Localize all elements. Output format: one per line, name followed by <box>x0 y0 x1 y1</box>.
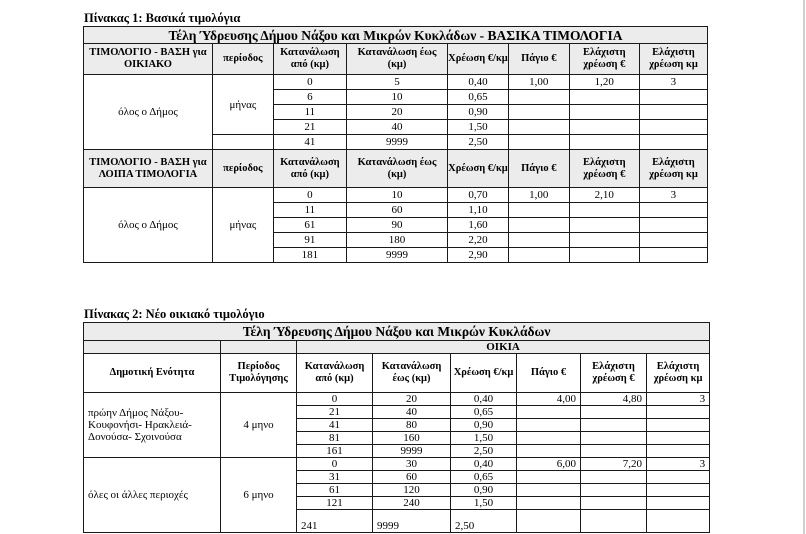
from-cell: 11 <box>273 105 346 120</box>
from-cell: 21 <box>297 406 373 419</box>
from-cell: 181 <box>273 248 346 263</box>
header-to: Κατανάλωση έως (κμ) <box>373 354 451 393</box>
fixed-cell: 1,00 <box>508 188 569 203</box>
to-cell: 120 <box>373 484 451 497</box>
charge-cell: 1,50 <box>451 497 517 510</box>
from-cell: 0 <box>297 393 373 406</box>
empty-cell <box>508 203 569 218</box>
to-cell: 30 <box>373 458 451 471</box>
to-cell: 240 <box>373 497 451 510</box>
empty-cell <box>581 497 647 510</box>
table1-caption: Πίνακας 1: Βασικά τιμολόγια <box>84 11 241 25</box>
charge-cell: 1,60 <box>448 218 509 233</box>
empty-cell <box>647 510 710 533</box>
header-min-cm: Ελάχιστη χρέωση κμ <box>647 354 710 393</box>
header-min-charge: Ελάχιστη χρέωση € <box>569 150 639 188</box>
charge-cell: 2,50 <box>451 510 517 533</box>
empty-cell <box>647 445 710 458</box>
page-edge-divider <box>803 0 805 534</box>
empty-header-cell <box>221 341 297 354</box>
empty-cell <box>508 90 569 105</box>
from-cell: 0 <box>297 458 373 471</box>
empty-cell <box>639 120 707 135</box>
min-charge-cell: 7,20 <box>581 458 647 471</box>
empty-cell <box>508 218 569 233</box>
empty-cell <box>517 484 581 497</box>
table-row <box>84 458 710 471</box>
empty-cell <box>517 497 581 510</box>
empty-cell <box>517 419 581 432</box>
header-from: Κατανάλωση από (κμ) <box>273 150 346 188</box>
to-cell: 180 <box>346 233 447 248</box>
charge-cell: 2,50 <box>451 445 517 458</box>
from-cell: 61 <box>297 484 373 497</box>
table-row <box>84 393 710 406</box>
to-cell: 20 <box>373 393 451 406</box>
to-cell: 40 <box>346 120 447 135</box>
empty-cell <box>581 432 647 445</box>
header-base: ΤΙΜΟΛΟΓΙΟ - ΒΑΣΗ για ΟΙΚΙΑΚΟ <box>84 44 213 75</box>
header-min-charge: Ελάχιστη χρέωση € <box>581 354 647 393</box>
min-charge-cell: 1,20 <box>569 75 639 90</box>
table1-basic-tariffs <box>83 26 708 263</box>
table1-title: Τέλη Ύδρευσης Δήμου Νάξου και Μικρών Κυκλάδων - ΒΑΣΙΚΑ ΤΙΜΟΛΟΓΙΑ <box>84 27 708 44</box>
from-cell: 161 <box>297 445 373 458</box>
empty-cell <box>569 105 639 120</box>
to-cell: 10 <box>346 90 447 105</box>
from-cell: 121 <box>297 497 373 510</box>
header-unit: Δημοτική Ενότητα <box>84 354 221 393</box>
empty-cell <box>508 233 569 248</box>
from-cell: 241 <box>297 510 373 533</box>
empty-cell <box>581 445 647 458</box>
empty-cell <box>647 406 710 419</box>
empty-cell <box>517 445 581 458</box>
empty-cell <box>581 510 647 533</box>
charge-cell: 0,65 <box>451 471 517 484</box>
empty-cell <box>517 406 581 419</box>
from-cell: 41 <box>273 135 346 150</box>
group-label: ΟΙΚΙΑ <box>297 341 710 354</box>
empty-cell <box>517 471 581 484</box>
to-cell: 5 <box>346 75 447 90</box>
empty-cell <box>569 233 639 248</box>
empty-cell <box>517 510 581 533</box>
empty-cell <box>581 484 647 497</box>
header-min-cm: Ελάχιστη χρέωση κμ <box>639 44 707 75</box>
empty-cell <box>639 105 707 120</box>
empty-cell <box>647 432 710 445</box>
to-cell: 90 <box>346 218 447 233</box>
min-cm-cell: 3 <box>639 75 707 90</box>
charge-cell: 0,90 <box>451 484 517 497</box>
header-fixed: Πάγιο € <box>517 354 581 393</box>
from-cell: 21 <box>273 120 346 135</box>
min-charge-cell: 4,80 <box>581 393 647 406</box>
fixed-cell: 6,00 <box>517 458 581 471</box>
table2-header <box>84 354 710 393</box>
charge-cell: 1,10 <box>448 203 509 218</box>
empty-cell <box>508 105 569 120</box>
from-cell: 6 <box>273 90 346 105</box>
empty-cell <box>647 497 710 510</box>
header-min-cm: Ελάχιστη χρέωση κμ <box>639 150 707 188</box>
from-cell: 11 <box>273 203 346 218</box>
empty-cell <box>517 432 581 445</box>
table2-new-household-tariff <box>83 322 710 533</box>
empty-cell <box>581 419 647 432</box>
from-cell: 0 <box>273 188 346 203</box>
charge-cell: 0,40 <box>448 75 509 90</box>
empty-cell <box>639 248 707 263</box>
charge-cell: 0,70 <box>448 188 509 203</box>
to-cell: 60 <box>346 203 447 218</box>
empty-cell <box>569 135 639 150</box>
from-cell: 61 <box>273 218 346 233</box>
charge-cell: 0,90 <box>448 105 509 120</box>
empty-cell <box>581 471 647 484</box>
header-period: Περίοδος Τιμολόγησης <box>221 354 297 393</box>
charge-cell: 1,50 <box>448 120 509 135</box>
empty-cell <box>508 120 569 135</box>
empty-header-cell <box>84 341 221 354</box>
header-charge: Χρέωση €/κμ <box>448 150 509 188</box>
empty-cell <box>508 135 569 150</box>
to-cell: 160 <box>373 432 451 445</box>
empty-cell <box>508 248 569 263</box>
empty-cell <box>639 203 707 218</box>
from-cell: 0 <box>273 75 346 90</box>
empty-cell <box>569 203 639 218</box>
from-cell: 91 <box>273 233 346 248</box>
empty-cell <box>647 484 710 497</box>
charge-cell: 1,50 <box>451 432 517 445</box>
area-cell: όλος ο Δήμος <box>84 188 213 263</box>
empty-cell <box>639 135 707 150</box>
header-charge: Χρέωση €/κμ <box>448 44 509 75</box>
min-cm-cell: 3 <box>639 188 707 203</box>
fixed-cell: 1,00 <box>508 75 569 90</box>
charge-cell: 0,40 <box>451 458 517 471</box>
header-fixed: Πάγιο € <box>508 150 569 188</box>
charge-cell: 2,20 <box>448 233 509 248</box>
unit-cell: πρώην Δήμος Νάξου- Κουφονήσι- Ηρακλειά- Δονούσα- Σχοινούσα <box>84 393 221 458</box>
table-row <box>84 188 708 203</box>
header-period: περίοδος <box>212 150 273 188</box>
empty-cell <box>647 471 710 484</box>
charge-cell: 2,90 <box>448 248 509 263</box>
charge-cell: 2,50 <box>448 135 509 150</box>
to-cell: 20 <box>346 105 447 120</box>
unit-cell: όλες οι άλλες περιοχές <box>84 458 221 533</box>
charge-cell: 0,90 <box>451 419 517 432</box>
to-cell: 10 <box>346 188 447 203</box>
from-cell: 31 <box>297 471 373 484</box>
min-cm-cell: 3 <box>647 393 710 406</box>
to-cell: 60 <box>373 471 451 484</box>
empty-cell <box>647 419 710 432</box>
header-fixed: Πάγιο € <box>508 44 569 75</box>
table-row <box>84 75 708 90</box>
empty-cell <box>639 233 707 248</box>
fixed-cell: 4,00 <box>517 393 581 406</box>
header-from: Κατανάλωση από (κμ) <box>297 354 373 393</box>
empty-cell <box>569 248 639 263</box>
empty-cell <box>639 218 707 233</box>
charge-cell: 0,65 <box>448 90 509 105</box>
to-cell: 9999 <box>373 445 451 458</box>
header-min-charge: Ελάχιστη χρέωση € <box>569 44 639 75</box>
table1-section2-header <box>84 150 708 188</box>
min-cm-cell: 3 <box>647 458 710 471</box>
period-cell: 6 μηνο <box>221 458 297 533</box>
header-base: ΤΙΜΟΛΟΓΙΟ - ΒΑΣΗ για ΛΟΙΠΑ ΤΙΜΟΛΟΓΙΑ <box>84 150 213 188</box>
charge-cell: 0,65 <box>451 406 517 419</box>
header-to: Κατανάλωση έως (κμ) <box>346 44 447 75</box>
empty-cell <box>569 218 639 233</box>
empty-cell <box>569 120 639 135</box>
period-cell: μήνας <box>212 75 273 135</box>
header-to: Κατανάλωση έως (κμ) <box>346 150 447 188</box>
empty-cell <box>581 406 647 419</box>
table2-title: Τέλη Ύδρευσης Δήμου Νάξου και Μικρών Κυκλάδων <box>84 323 710 341</box>
period-cell: μήνας <box>212 188 273 263</box>
area-cell: όλος ο Δήμος <box>84 75 213 150</box>
to-cell: 9999 <box>346 248 447 263</box>
to-cell: 80 <box>373 419 451 432</box>
header-charge: Χρέωση €/κμ <box>451 354 517 393</box>
to-cell: 9999 <box>346 135 447 150</box>
empty-cell <box>639 90 707 105</box>
from-cell: 81 <box>297 432 373 445</box>
min-charge-cell: 2,10 <box>569 188 639 203</box>
to-cell: 40 <box>373 406 451 419</box>
charge-cell: 0,40 <box>451 393 517 406</box>
from-cell: 41 <box>297 419 373 432</box>
table1-section1-header <box>84 44 708 75</box>
empty-period-cell <box>212 135 273 150</box>
header-period: περίοδος <box>212 44 273 75</box>
to-cell: 9999 <box>373 510 451 533</box>
period-cell: 4 μηνο <box>221 393 297 458</box>
header-from: Κατανάλωση από (κμ) <box>273 44 346 75</box>
empty-cell <box>569 90 639 105</box>
table2-caption: Πίνακας 2: Νέο οικιακό τιμολόγιο <box>84 307 265 321</box>
